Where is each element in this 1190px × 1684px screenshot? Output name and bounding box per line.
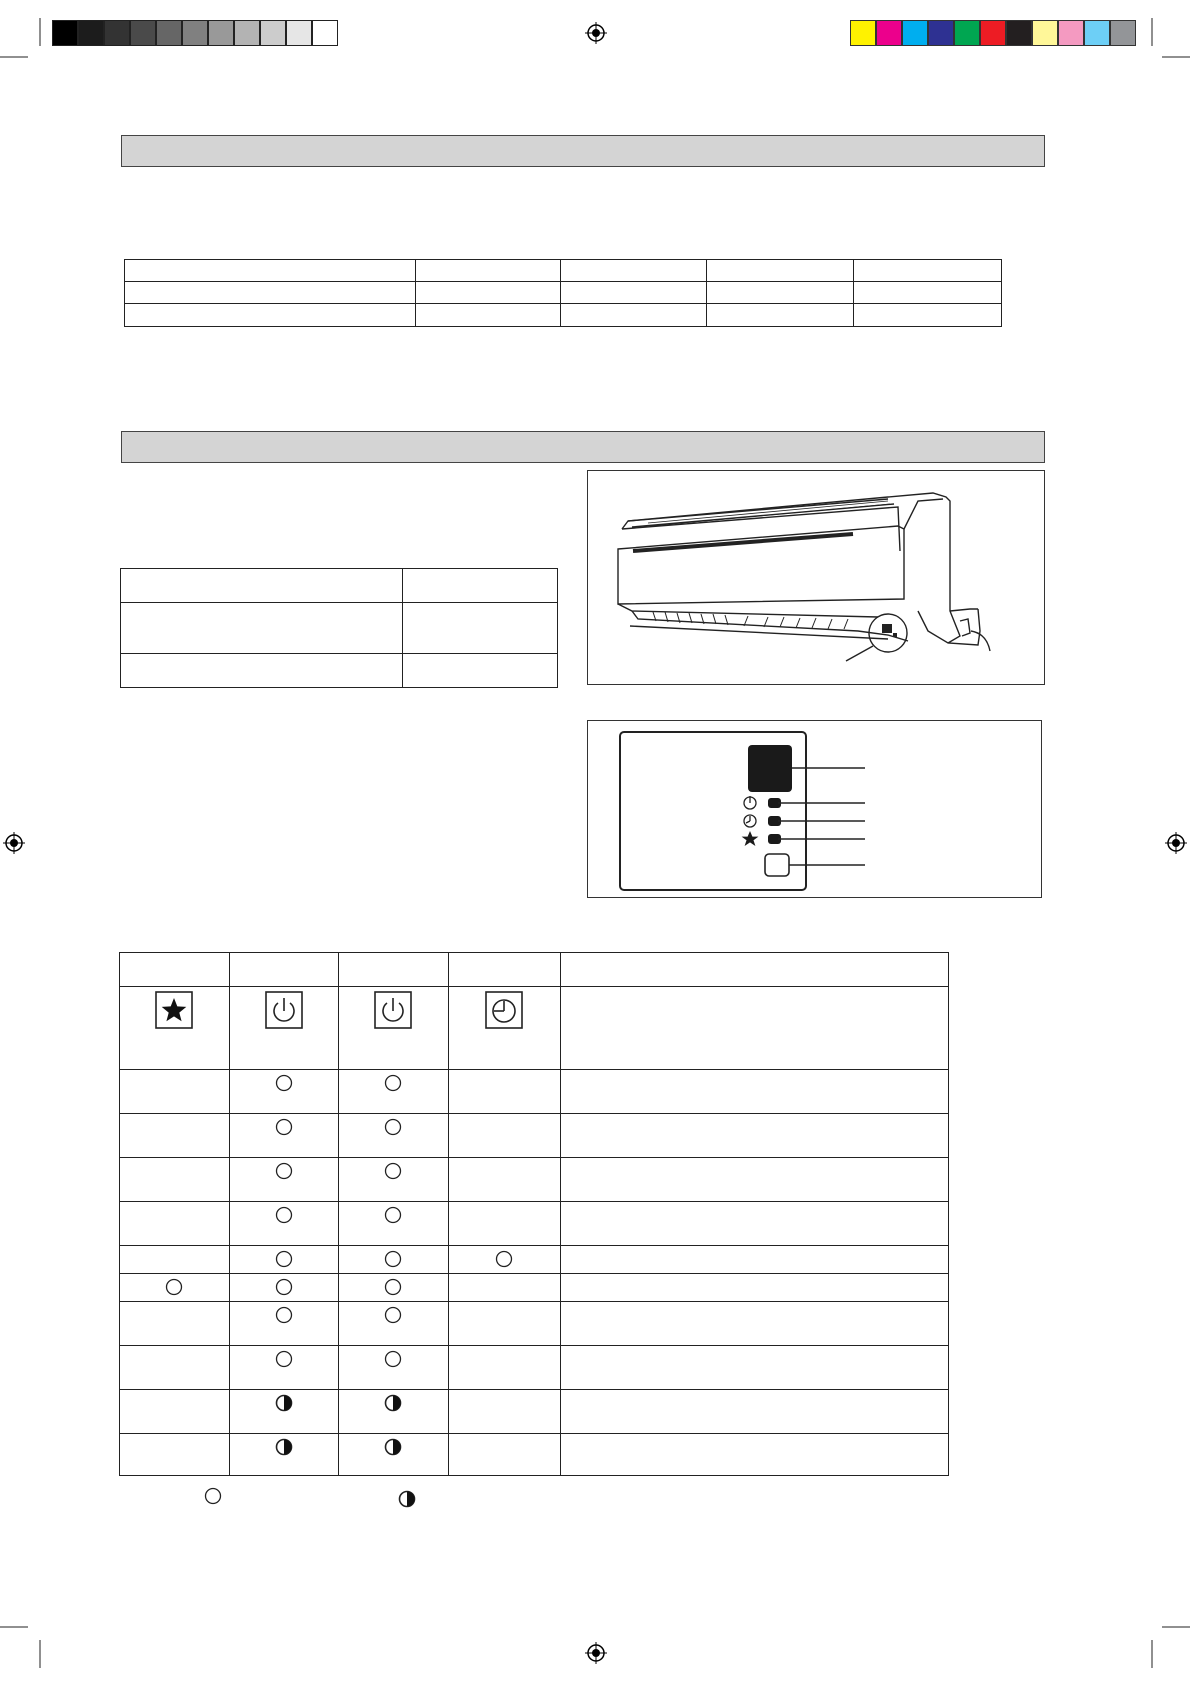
timer-icon: [449, 987, 560, 1029]
color-swatch: [1084, 20, 1110, 46]
indicator-lit-symbol: [230, 1302, 338, 1324]
color-swatch: [1032, 20, 1058, 46]
indicator-lit-symbol: [230, 1202, 338, 1224]
gray-swatch: [182, 20, 208, 46]
table-row: [120, 1114, 949, 1158]
legend-lit-symbol: [204, 1487, 222, 1505]
indicator-lit-symbol: [449, 1246, 560, 1268]
gray-swatch: [286, 20, 312, 46]
indicator-lit-symbol: [230, 1346, 338, 1368]
table-row: [120, 1302, 949, 1346]
star-icon: [120, 987, 229, 1029]
color-swatch: [928, 20, 954, 46]
table-row: [125, 260, 1002, 282]
color-swatch: [850, 20, 876, 46]
gray-swatch: [208, 20, 234, 46]
gray-swatch: [104, 20, 130, 46]
gray-swatch: [312, 20, 338, 46]
indicator-lit-symbol: [339, 1302, 448, 1324]
indicator-lit-symbol: [339, 1114, 448, 1136]
indicator-table: [120, 568, 558, 688]
color-swatch: [1006, 20, 1032, 46]
gray-swatch: [78, 20, 104, 46]
indicator-lit-symbol: [230, 1114, 338, 1136]
registration-mark-top: [585, 22, 607, 44]
table-icon-row: [120, 987, 949, 1070]
indicator-blink-symbol: [339, 1434, 448, 1456]
table-row: [120, 1158, 949, 1202]
indicator-blink-symbol: [339, 1390, 448, 1412]
indicator-lit-symbol: [230, 1070, 338, 1092]
indicator-lit-symbol: [339, 1274, 448, 1296]
section-heading-bar-1: [121, 135, 1045, 167]
indicator-lit-symbol: [339, 1202, 448, 1224]
indicator-lit-symbol: [230, 1274, 338, 1296]
table-header-row: [120, 953, 949, 987]
indicator-lit-symbol: [339, 1346, 448, 1368]
table-row: [120, 1390, 949, 1434]
indicator-lit-symbol: [230, 1246, 338, 1268]
table-row: [120, 1202, 949, 1246]
indicator-panel-drawing: [588, 721, 1041, 897]
legend-blink-symbol: [398, 1490, 416, 1508]
color-swatch: [1110, 20, 1136, 46]
gray-swatch: [156, 20, 182, 46]
gray-swatch: [234, 20, 260, 46]
gray-swatch: [130, 20, 156, 46]
indicator-blink-symbol: [230, 1390, 338, 1412]
indoor-unit-illustration: [587, 470, 1045, 685]
indicator-panel-detail: [587, 720, 1042, 898]
indicator-lit-symbol: [339, 1246, 448, 1268]
indicator-lit-symbol: [339, 1158, 448, 1180]
table-row: [125, 282, 1002, 304]
status-table: [119, 952, 949, 1476]
color-swatch: [980, 20, 1006, 46]
color-swatch: [954, 20, 980, 46]
indicator-lit-symbol: [339, 1070, 448, 1092]
registration-mark-bottom: [585, 1642, 607, 1664]
indicator-lit-symbol: [230, 1158, 338, 1180]
gray-swatch: [260, 20, 286, 46]
indicator-blink-symbol: [230, 1434, 338, 1456]
registration-mark-right: [1165, 832, 1187, 854]
table-row: [121, 654, 558, 688]
table-row: [125, 304, 1002, 327]
air-conditioner-drawing: [588, 471, 1044, 684]
table-row: [120, 1246, 949, 1274]
table-row: [120, 1346, 949, 1390]
specs-table: [124, 259, 1002, 327]
table-row: [120, 1274, 949, 1302]
registration-mark-left: [3, 832, 25, 854]
gray-swatch: [52, 20, 78, 46]
table-row: [120, 1070, 949, 1114]
color-swatch: [876, 20, 902, 46]
table-row: [121, 603, 558, 654]
section-heading-bar-2: [121, 431, 1045, 463]
table-row: [120, 1434, 949, 1476]
power-icon: [230, 987, 338, 1029]
indicator-lit-symbol: [120, 1274, 229, 1296]
color-swatch: [902, 20, 928, 46]
color-swatch: [1058, 20, 1084, 46]
power-icon: [339, 987, 448, 1029]
table-row: [121, 569, 558, 603]
